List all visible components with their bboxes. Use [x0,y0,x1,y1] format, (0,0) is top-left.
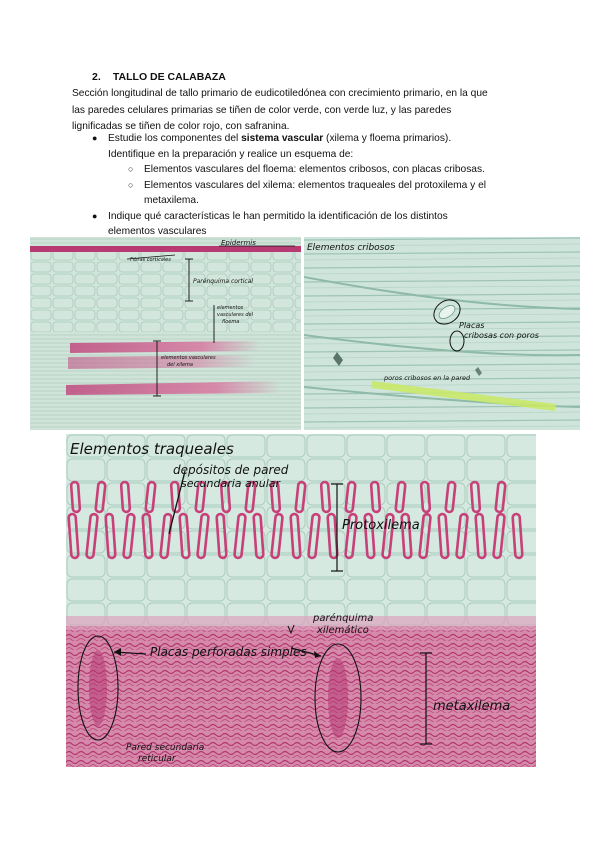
label-protoxilema: Protoxilema [342,518,420,533]
label-poros-cribosos: poros cribosos en la pared [384,374,471,382]
circle-bullet: ○ [128,164,134,174]
sub-item-text: metaxilema. [144,195,199,206]
bullet-text [108,131,542,147]
intro-paragraph [72,86,532,136]
intro-line: las paredes celulares primarias se tiñen de color verde, con verde luz, y las paredes [72,104,452,116]
bullet-item [72,209,542,240]
intro-line: Sección longitudinal de tallo primario de eudicotiledónea con crecimiento primario, en la que [72,88,488,99]
sub-list [108,162,542,209]
bullet-list [72,131,542,240]
label-placas-1: Placas [459,321,485,330]
label-epidermis: Epidermis [221,239,256,247]
label-elementos-traqueales: Elementos traqueales [70,440,234,458]
micrograph-sieve-elements [304,237,580,430]
label-pared-1: Pared secundaria [126,743,205,753]
sub-item [108,178,542,209]
sub-item-text: Elementos vasculares del xilema: elementos traqueales del protoxilema y el [144,179,487,191]
label-xilema-2: del xilema [167,362,193,368]
bullet-item [72,131,542,209]
label-fibras-corticales: Fibras corticales [130,257,171,263]
circle-bullet: ○ [128,179,134,190]
bullet-dot: ● [92,210,98,221]
intro-line: lignificadas se tiñen de color rojo, con safranina. [72,121,290,132]
bullet-text: Identifique en la preparación y realice un esquema de: [108,148,354,160]
label-placas-2: cribosas con poros [464,331,539,340]
bullet-dot: ● [92,133,98,143]
section-heading [92,71,226,83]
label-floema-1: elementos [217,305,244,311]
label-depositos-1: depósitos de pared [173,463,289,477]
bullet-text: Indique qué características le han permitido la identificación de los distintos [108,210,448,222]
label-metaxilema: metaxilema [433,699,511,714]
label-xilema-1: elementos vasculares [161,355,216,361]
section-title: TALLO DE CALABAZA [112,71,226,83]
bullet-text-part: Estudie los componentes del [108,133,242,144]
label-pared-2: reticular [138,754,176,764]
section-number: 2. [92,71,101,83]
micrograph-tracheary-elements [66,434,536,767]
bullet-text-part: (xilema y floema primarios). [323,133,452,144]
label-elementos-cribosos: Elementos cribosos [307,243,395,253]
bullet-text: elementos vasculares [108,226,207,237]
micrograph-stem-overview [30,237,301,430]
label-parenquima-1: parénquima [313,613,374,624]
sub-item [108,162,542,178]
label-depositos-2: secundaria anular [181,477,281,490]
label-placas-perforadas: Placas perforadas simples [150,645,307,659]
bullet-bold-term: sistema vascular [241,133,324,144]
label-floema-3: floema [222,319,240,325]
label-floema-2: vasculares del [217,312,253,318]
sub-item-text: Elementos vasculares del floema: elementos cribosos, con placas cribosas. [144,164,485,175]
label-parenquima-cortical: Parénquima cortical [193,278,254,285]
label-parenquima-2: xilemático [317,625,369,636]
